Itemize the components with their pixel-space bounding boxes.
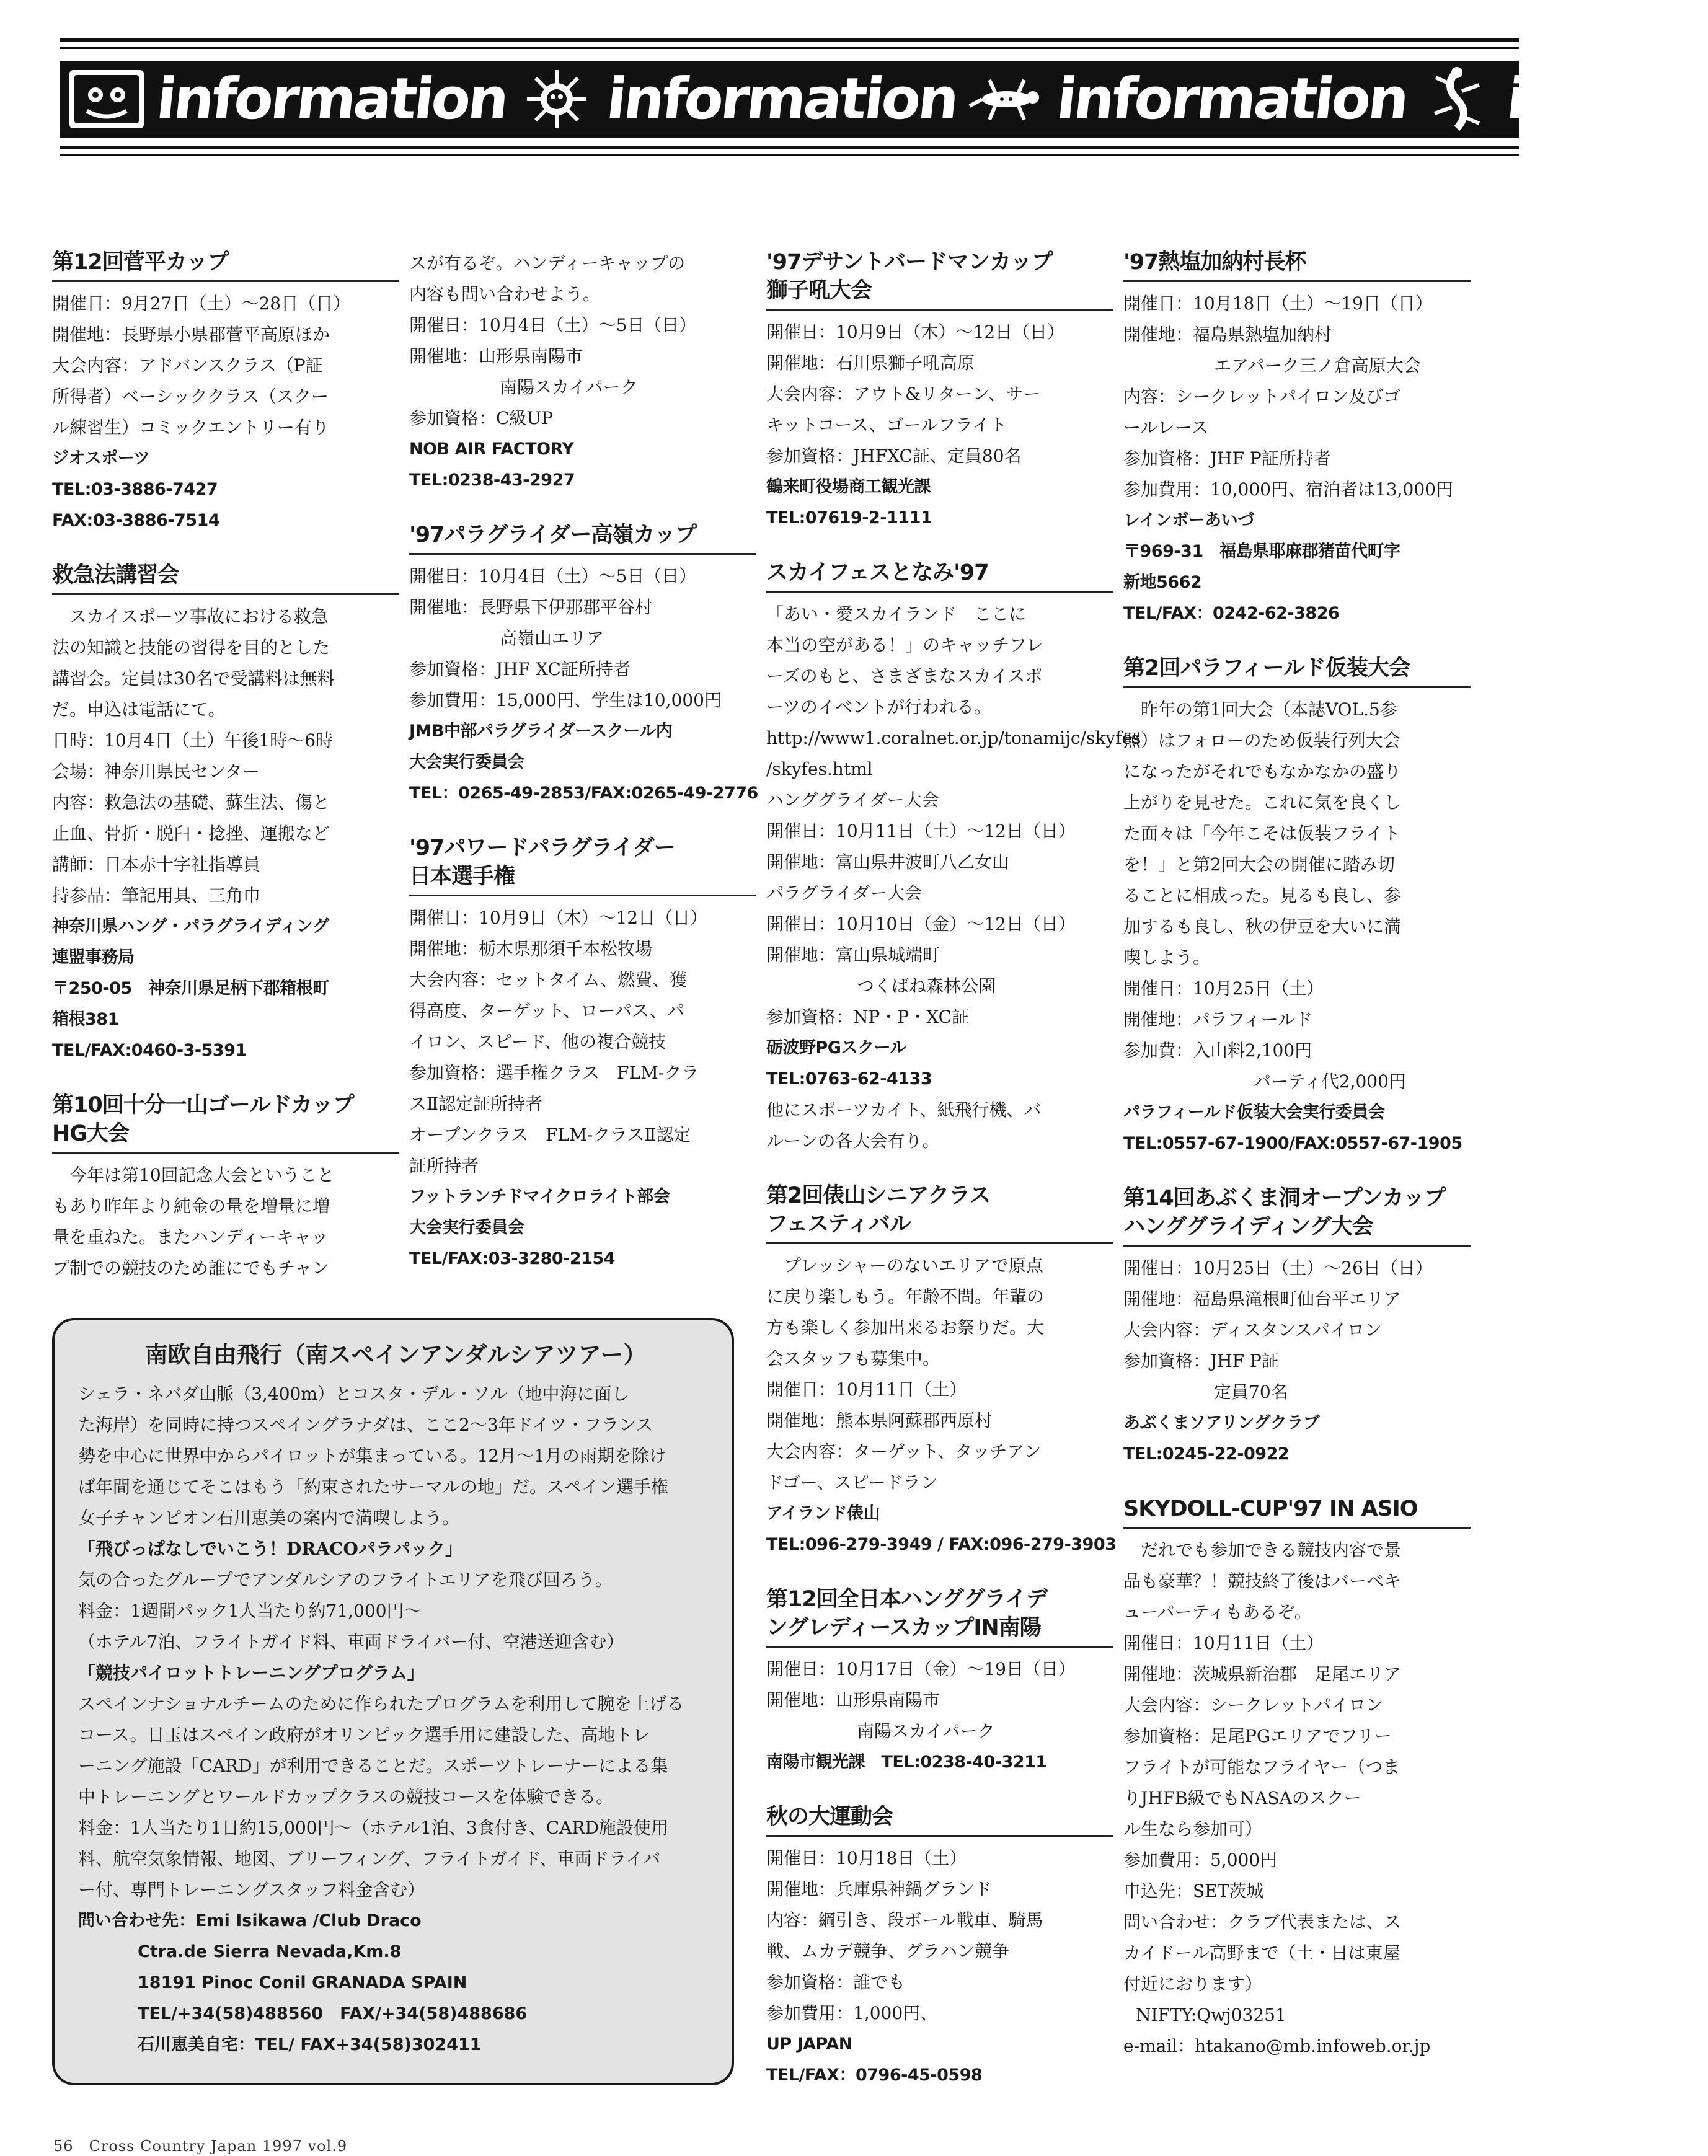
- contact-line: TEL:0763-62-4133: [766, 1069, 932, 1089]
- column-1: [52, 248, 399, 1309]
- event-title-line: SKYDOLL-CUP'97 IN ASIO: [1123, 1496, 1418, 1521]
- event-detail-line: りJHFB級でもNASAのスクー: [1123, 1788, 1361, 1808]
- event-detail-line: キットコース、ゴールフライト: [766, 415, 1007, 435]
- event-detail-line: 参加資格：JHF P証: [1123, 1351, 1279, 1371]
- contact-line: TEL:0557-67-1900/FAX:0557-67-1905: [1123, 1134, 1462, 1153]
- event-detail-line: 参加資格：C級UP: [409, 408, 553, 428]
- tour-detail-line: た海岸）を同時に持つスペイングラナダは、ここ2〜3年ドイツ・フランス: [78, 1415, 653, 1435]
- banner-word: inform: [1503, 66, 1708, 132]
- event-detail-line: 開催日：10月9日（木）〜12日（日）: [409, 908, 708, 928]
- event-detail-line: 内容：シークレットパイロン及びゴ: [1123, 386, 1401, 407]
- tour-detail-line: シェラ・ネバダ山脈（3,400m）とコスタ・デル・ソル（地中海に面し: [78, 1384, 629, 1404]
- event-title: [766, 559, 1113, 593]
- event-detail-line: 参加費：入山料2,100円: [1123, 1040, 1312, 1061]
- contact-line: 18191 Pinoc Conil GRANADA SPAIN: [138, 1973, 467, 1992]
- event-detail-line: プ制での競技のため誰にでもチャン: [52, 1258, 330, 1278]
- contact-line: あぶくまソアリングクラブ: [1123, 1413, 1320, 1433]
- event-detail-line: 「あい・愛スカイランド ここに: [766, 604, 1027, 624]
- contact-line: TEL/FAX:03-3280-2154: [409, 1249, 616, 1268]
- event-detail-line: ドゴー、スピードラン: [766, 1472, 938, 1493]
- event-detail-line: イロン、スピード、他の複合競技: [409, 1032, 666, 1052]
- event-detail-line: 開催地：パラフィールド: [1123, 1009, 1313, 1030]
- event-title: [1123, 1184, 1471, 1247]
- event-detail-line: 開催日：10月9日（木）〜12日（日）: [766, 322, 1065, 342]
- contact-line: フットランチドマイクロライト部会: [409, 1187, 670, 1206]
- contact-line: 石川恵美自宅：TEL/ FAX+34(58)302411: [138, 2035, 482, 2054]
- tour-detail-line: 勢を中心に世界中からパイロットが集まっている。12月〜1月の雨期を除け: [78, 1446, 666, 1466]
- event-detail-line: オープンクラス FLM-クラスⅡ認定: [409, 1124, 691, 1145]
- event-section: [766, 1803, 1113, 2091]
- contact-line: 〒250-05 神奈川県足柄下郡箱根町: [52, 979, 329, 998]
- event-title-line: 秋の大運動会: [766, 1805, 893, 1829]
- event-detail-line: 講師：日本赤十字社指導員: [52, 854, 261, 875]
- event-detail-line: 開催地：福島県滝根町仙台平エリア: [1123, 1289, 1402, 1309]
- event-title-line: 第14回あぶくま洞オープンカップ: [1123, 1186, 1446, 1211]
- tour-detail-line: 「飛びっぱなしでいこう！DRACOパラパック」: [78, 1539, 462, 1559]
- event-detail-line: 問い合わせ：クラブ代表または、ス: [1123, 1912, 1402, 1932]
- event-section: [1123, 1184, 1471, 1470]
- event-title-line: '97熱塩加納村長杯: [1123, 250, 1306, 275]
- column-3: [766, 248, 1141, 2116]
- contact-line: FAX:03-3886-7514: [52, 511, 220, 530]
- event-detail-line: スカイスポーツ事故における救急: [52, 606, 329, 627]
- contact-line: NOB AIR FACTORY: [409, 440, 574, 459]
- event-detail-line: 内容：綱引き、段ボール戦車、騎馬: [766, 1910, 1043, 1930]
- contact-line: ジオスポーツ: [52, 449, 150, 468]
- contact-line: 新地5662: [1123, 573, 1202, 592]
- tour-detail-line: ー付、専門トレーニングスタッフ料金含む）: [78, 1880, 425, 1900]
- contact-line: TEL/+34(58)488560 FAX/+34(58)488686: [138, 2004, 528, 2023]
- tour-detail-line: 料金：1週間パック1人当たり約71,000円〜: [78, 1601, 422, 1621]
- event-title: [1123, 654, 1471, 688]
- event-title-line: '97パラグライダー高嶺カップ: [409, 523, 697, 547]
- event-detail-line: 上がりを見せた。これに気を良くし: [1123, 792, 1402, 813]
- event-detail-line: ル練習生）コミックエントリー有り: [52, 417, 329, 438]
- event-detail-line: 加するも良し、秋の伊豆を大いに満: [1123, 916, 1402, 937]
- event-detail-line: 内容も問い合わせよう。: [409, 284, 601, 304]
- event-detail-line: ーツのイベントが行われる。: [766, 697, 991, 717]
- contact-line: 連盟事務局: [52, 948, 135, 967]
- tour-detail-line: 料金：1人当たり1日約15,000円〜（ホテル1泊、3食付き、CARD施設使用: [78, 1818, 668, 1838]
- event-detail-line: もあり昨年より純金の量を増量に増: [52, 1196, 330, 1216]
- tour-detail-line: ば年間を通じてそこはもう「約束されたサーマルの地」だ。スペイン選手権: [78, 1477, 669, 1497]
- event-title: [409, 834, 756, 896]
- event-detail-line: 南陽スカイパーク: [857, 1721, 995, 1741]
- event-detail-line: ることに相成った。見るも良し、参: [1123, 885, 1402, 906]
- contact-line: JMB中部パラグライダースクール内: [409, 722, 673, 741]
- event-detail-line: 開催日：10月25日（土）〜26日（日）: [1123, 1258, 1433, 1278]
- event-title-line: 第12回全日本ハンググライデ: [766, 1587, 1047, 1612]
- contact-line: TEL:03-3886-7427: [52, 480, 218, 499]
- event-detail-line: つくばね森林公園: [857, 976, 996, 996]
- event-detail-line: 参加費用：15,000円、学生は10,000円: [409, 690, 722, 710]
- event-detail-line: 参加資格：JHFXC証、定員80名: [766, 446, 1022, 466]
- event-detail-line: 参加資格：選手権クラス FLM-クラ: [409, 1063, 699, 1083]
- contact-line: 〒969-31 福島県耶麻郡猪苗代町字: [1123, 542, 1400, 561]
- event-detail-line: エアパーク三ノ倉高原大会: [1214, 355, 1421, 376]
- event-detail-line: 大会内容：ターゲット、タッチアン: [766, 1441, 1042, 1462]
- event-title-line: 救急法講習会: [52, 563, 179, 588]
- box-title: 南欧自由飛行（南スペインアンダルシアツアー）: [144, 1341, 647, 1368]
- event-detail-line: だ。申込は電話にて。: [52, 699, 226, 720]
- event-detail-line: 開催地：栃木県那須千本松牧場: [409, 939, 653, 959]
- event-detail-line: /skyfes.html: [766, 759, 873, 779]
- tribal-mask-icon: [68, 66, 145, 132]
- contact-line: TEL:0238-43-2927: [409, 471, 575, 490]
- event-detail-line: 会場：神奈川県民センター: [52, 761, 260, 782]
- tour-detail-line: 「競技パイロットトレーニングプログラム」: [78, 1663, 425, 1683]
- contact-line: TEL:07619-2-1111: [766, 508, 932, 528]
- event-title: [766, 1585, 1113, 1648]
- event-title: [766, 1803, 1113, 1837]
- event-detail-line: 内容：救急法の基礎、蘇生法、傷と: [52, 792, 330, 813]
- event-detail-line: カイドール高野まで（土・日は東屋: [1123, 1943, 1400, 1963]
- event-title-line: HG大会: [52, 1121, 130, 1146]
- event-section: [766, 1585, 1113, 1778]
- header-rule-bottom: [60, 146, 1519, 149]
- event-section: [52, 248, 399, 536]
- event-detail-line: http://www1.coralnet.or.jp/tonamijc/skyfes: [766, 728, 1141, 748]
- header-rule-top: [60, 38, 1519, 42]
- event-section: [1123, 1495, 1471, 2062]
- contact-line: Ctra.de Sierra Nevada,Km.8: [138, 1942, 402, 1961]
- event-detail-line: 参加資格：JHF XC証所持者: [409, 659, 631, 679]
- tour-detail-line: 女子チャンピオン石川恵美の案内で満喫しよう。: [78, 1508, 460, 1528]
- event-detail-line: 喫しよう。: [1123, 947, 1211, 968]
- event-detail-line: 昨年の第1回大会（本誌VOL.5参: [1123, 699, 1397, 720]
- event-detail-line: 量を重ねた。またハンディーキャッ: [52, 1227, 329, 1247]
- contact-line: TEL/FAX:0460-3-5391: [52, 1041, 247, 1060]
- banner-word: information: [153, 66, 510, 132]
- event-detail-line: 開催地：熊本県阿蘇郡西原村: [766, 1410, 993, 1431]
- event-detail-line: 開催地：山形県南陽市: [766, 1690, 940, 1710]
- contact-line: 南陽市観光課 TEL:0238-40-3211: [766, 1752, 1047, 1772]
- column-2: [409, 248, 756, 1299]
- event-detail-line: 大会内容：セットタイム、燃費、獲: [409, 970, 688, 990]
- event-detail-line: 申込先：SET茨城: [1123, 1881, 1264, 1901]
- tour-detail-line: （ホテル7泊、フライトガイド料、車両ドライバー付、空港送迎含む）: [78, 1632, 624, 1652]
- event-detail-line: 開催地：長野県下伊那郡平谷村: [409, 597, 653, 617]
- event-detail-line: 開催日：9月27日（土）〜28日（日）: [52, 293, 351, 314]
- banner-word: information: [1053, 66, 1410, 132]
- event-detail-line: 開催日：10月11日（土）〜12日（日）: [766, 821, 1076, 841]
- event-detail-line: スⅡ認定証所持者: [409, 1093, 543, 1114]
- tour-detail-line: ーニング施設「CARD」が利用できることだ。スポーツトレーナーによる集: [78, 1756, 668, 1776]
- event-section: [1123, 654, 1471, 1159]
- event-detail-line: 参加資格：足尾PGエリアでフリー: [1123, 1726, 1392, 1746]
- event-title-line: 第2回俵山シニアクラス: [766, 1183, 991, 1208]
- event-detail-line: 持参品：筆記用具、三角巾: [52, 885, 261, 906]
- event-detail-line: 参加資格：誰でも: [766, 1972, 906, 1992]
- event-detail-line: 開催日：10月17日（金）〜19日（日）: [766, 1659, 1076, 1679]
- event-detail-line: 参加費用：5,000円: [1123, 1850, 1278, 1870]
- contact-line: TEL:0245-22-0922: [1123, 1444, 1290, 1464]
- event-title: [1123, 1495, 1471, 1529]
- event-title: [1123, 248, 1471, 282]
- contact-line: アイランド俵山: [766, 1504, 880, 1523]
- contact-line: 神奈川県ハング・パラグライディング: [52, 917, 329, 936]
- event-section: [52, 561, 399, 1066]
- contact-line: 箱根381: [52, 1010, 119, 1029]
- spain-tour-box: [52, 1318, 734, 2085]
- contact-line: パラフィールド仮装大会実行委員会: [1123, 1103, 1385, 1122]
- event-title: [766, 248, 1113, 311]
- event-detail-line: 参加費用：10,000円、宿泊者は13,000円: [1123, 479, 1453, 500]
- contact-line: TEL：0265-49-2853/FAX:0265-49-2776: [409, 784, 758, 803]
- event-detail-line: NIFTY:Qwj03251: [1136, 2005, 1286, 2025]
- event-detail-line: 法の知識と技能の習得を目的とした: [52, 637, 330, 658]
- contact-line: 問い合わせ先：Emi Isikawa /Club Draco: [78, 1911, 422, 1930]
- contact-line: UP JAPAN: [766, 2035, 852, 2054]
- event-detail-line: 本当の空がある！」のキャッチフレ: [766, 635, 1043, 655]
- event-detail-line: 所得者）ベーシッククラス（スクー: [52, 386, 329, 407]
- tour-detail-line: 気の合ったグループでアンダルシアのフライトエリアを飛び回ろう。: [78, 1570, 613, 1590]
- column-4: [1123, 248, 1471, 2087]
- event-detail-line: ハンググライダー大会: [766, 790, 939, 810]
- header-rule-bottom-thin: [60, 154, 1519, 156]
- event-detail-line: 開催地：福島県熱塩加納村: [1123, 324, 1332, 345]
- event-detail-line: e-mail：htakano@mb.infoweb.or.jp: [1123, 2036, 1431, 2056]
- event-detail-line: 戦、ムカデ競争、グラハン競争: [766, 1941, 1010, 1961]
- page-footer: 56 Cross Country Japan 1997 vol.9: [53, 2137, 348, 2155]
- contact-line: 鶴来町役場商工観光課: [766, 477, 931, 497]
- event-detail-line: 付近におります）: [1123, 1974, 1263, 1994]
- contact-line: 砺波野PGスクール: [766, 1038, 906, 1058]
- event-detail-line: 開催地：兵庫県神鍋グランド: [766, 1879, 993, 1899]
- event-detail-line: 開催日：10月4日（土）〜5日（日）: [409, 566, 697, 586]
- event-detail-line: 今年は第10回記念大会ということ: [52, 1165, 335, 1185]
- event-detail-line: 開催日：10月18日（土）〜19日（日）: [1123, 293, 1433, 314]
- event-section: [766, 1182, 1117, 1560]
- event-title: [766, 1182, 1113, 1244]
- event-detail-line: 開催地：茨城県新治郡 足尾エリア: [1123, 1664, 1402, 1684]
- event-detail-line: 開催地：長野県小県郡菅平高原ほか: [52, 324, 330, 345]
- event-detail-line: 南陽スカイパーク: [500, 377, 638, 397]
- event-detail-line: た面々は「今年こそは仮装フライト: [1123, 823, 1401, 844]
- event-detail-line: を！」と第2回大会の開催に踏み切: [1123, 854, 1395, 875]
- event-detail-line: 品も豪華？！競技終了後はバーベキ: [1123, 1571, 1402, 1591]
- event-title-line: ングレディースカップIN南陽: [766, 1615, 1041, 1640]
- event-detail-line: ールレース: [1123, 417, 1209, 438]
- header-rule-top-thin: [60, 47, 1519, 49]
- event-section: [52, 1091, 399, 1284]
- event-detail-line: だれでも参加できる競技内容で景: [1123, 1540, 1402, 1560]
- event-detail-line: 証所持者: [409, 1155, 479, 1176]
- event-detail-line: 開催地：富山県城端町: [766, 945, 940, 965]
- event-detail-line: 大会内容：ディスタンスパイロン: [1123, 1320, 1382, 1340]
- event-title-line: 獅子吼大会: [766, 278, 872, 303]
- event-section: [766, 248, 1113, 534]
- event-detail-line: 開催地：山形県南陽市: [409, 346, 583, 366]
- event-section: [409, 248, 756, 496]
- event-detail-line: 方も楽しく参加出来るお祭りだ。大: [766, 1317, 1045, 1338]
- event-detail-line: 定員70名: [1214, 1382, 1288, 1402]
- event-title-line: 第10回十分一山ゴールドカップ: [52, 1093, 354, 1118]
- event-detail-line: になったがそれでもなかなかの盛り: [1123, 761, 1402, 782]
- event-detail-line: ーズのもと、さまざまなスカイスポ: [766, 666, 1043, 686]
- event-detail-line: に戻り楽しもう。年齢不問。年輩の: [766, 1286, 1045, 1307]
- event-detail-line: 止血、骨折・脱臼・捻挫、運搬など: [52, 823, 330, 844]
- event-detail-line: 開催日：10月11日（土）: [1123, 1633, 1324, 1653]
- event-detail-line: 照）はフォローのため仮装行列大会: [1123, 730, 1400, 751]
- event-title-line: スカイフェスとなみ'97: [766, 560, 989, 585]
- event-detail-line: 開催日：10月4日（土）〜5日（日）: [409, 315, 697, 335]
- event-detail-line: 参加資格：JHF P証所持者: [1123, 448, 1331, 469]
- sun-emblem-icon: [518, 66, 595, 132]
- event-title-line: '97デサントバードマンカップ: [766, 250, 1053, 275]
- event-detail-line: 開催日：10月18日（土）: [766, 1848, 967, 1868]
- event-detail-line: 会スタッフも募集中。: [766, 1348, 940, 1369]
- event-detail-line: 大会内容：シークレットパイロン: [1123, 1695, 1384, 1715]
- tour-detail-line: コース。日玉はスペイン政府がオリンピック選手用に建設した、高地トレ: [78, 1725, 650, 1745]
- event-detail-line: 講習会。定員は30名で受講料は無料: [52, 668, 335, 689]
- event-detail-line: 開催地：富山県井波町八乙女山: [766, 852, 1010, 872]
- event-detail-line: 参加費用：1,000円、: [766, 2003, 938, 2023]
- tour-detail-line: 料、航空気象情報、地図、ブリーフィング、フライトガイド、車両ドライバ: [78, 1849, 661, 1869]
- event-title: [52, 248, 399, 282]
- contact-line: TEL:096-279-3949 / FAX:096-279-3903: [766, 1535, 1117, 1554]
- event-detail-line: パラグライダー大会: [766, 883, 923, 903]
- event-detail-line: ルーンの各大会有り。: [766, 1131, 940, 1151]
- tour-detail-line: 中トレーニングとワールドカップクラスの競技コースを体験できる。: [78, 1787, 614, 1807]
- event-detail-line: 参加資格：NP・P・XC証: [766, 1007, 970, 1027]
- contact-line: 大会実行委員会: [409, 1218, 524, 1237]
- event-title-line: 日本選手権: [409, 864, 515, 889]
- contact-line: TEL/FAX：0796-45-0598: [766, 2065, 983, 2085]
- event-detail-line: 他にスポーツカイト、紙飛行機、バ: [766, 1100, 1042, 1120]
- event-detail-line: パーティ代2,000円: [1254, 1071, 1406, 1092]
- event-title-line: 第2回パラフィールド仮装大会: [1123, 656, 1410, 681]
- tour-detail-line: スペインナショナルチームのために作られたプログラムを利用して腕を上げる: [78, 1694, 684, 1714]
- event-section: [409, 834, 756, 1275]
- event-detail-line: フライトが可能なフライヤー（つま: [1123, 1757, 1400, 1777]
- event-title: [52, 1091, 399, 1154]
- event-detail-line: 日時：10月4日（土）午後1時〜6時: [52, 730, 334, 751]
- event-detail-line: ル生なら参加可）: [1123, 1819, 1263, 1839]
- information-banner: [60, 61, 1708, 138]
- lizard-icon: [968, 66, 1045, 132]
- event-title: [409, 521, 756, 555]
- event-detail-line: 開催地：石川県獅子吼高原: [766, 353, 975, 373]
- event-title-line: ハンググライディング大会: [1123, 1214, 1373, 1239]
- event-title: [52, 561, 399, 595]
- event-title-line: 第12回菅平カップ: [52, 250, 229, 275]
- contact-line: レインボーあいづ: [1123, 511, 1254, 530]
- event-detail-line: スが有るぞ。ハンディーキャップの: [409, 253, 686, 273]
- contact-line: 大会実行委員会: [409, 753, 524, 772]
- event-section: [409, 521, 756, 809]
- event-detail-line: 開催日：10月25日（土）: [1123, 978, 1324, 999]
- event-detail-line: 開催日：10月10日（金）〜12日（日）: [766, 914, 1076, 934]
- event-title-line: '97パワードパラグライダー: [409, 836, 675, 860]
- box-body: [78, 1379, 713, 2061]
- banner-word: information: [603, 66, 960, 132]
- contact-line: TEL/FAX：0242-62-3826: [1123, 604, 1340, 623]
- gecko-icon: [1418, 66, 1495, 132]
- event-detail-line: ューパーティもあるぞ。: [1123, 1602, 1312, 1622]
- event-detail-line: 大会内容：アウト&リターン、サー: [766, 384, 1041, 404]
- event-detail-line: 大会内容：アドバンスクラス（P証: [52, 355, 323, 376]
- event-section: [1123, 248, 1471, 629]
- page-header: [0, 0, 1708, 161]
- event-title-line: フェスティバル: [766, 1212, 911, 1237]
- event-section: [766, 559, 1141, 1157]
- event-detail-line: 開催日：10月11日（土）: [766, 1379, 967, 1400]
- event-detail-line: プレッシャーのないエリアで原点: [766, 1255, 1043, 1276]
- event-detail-line: 高嶺山エリア: [500, 628, 604, 648]
- event-detail-line: 得高度、ターゲット、ローパス、パ: [409, 1001, 684, 1021]
